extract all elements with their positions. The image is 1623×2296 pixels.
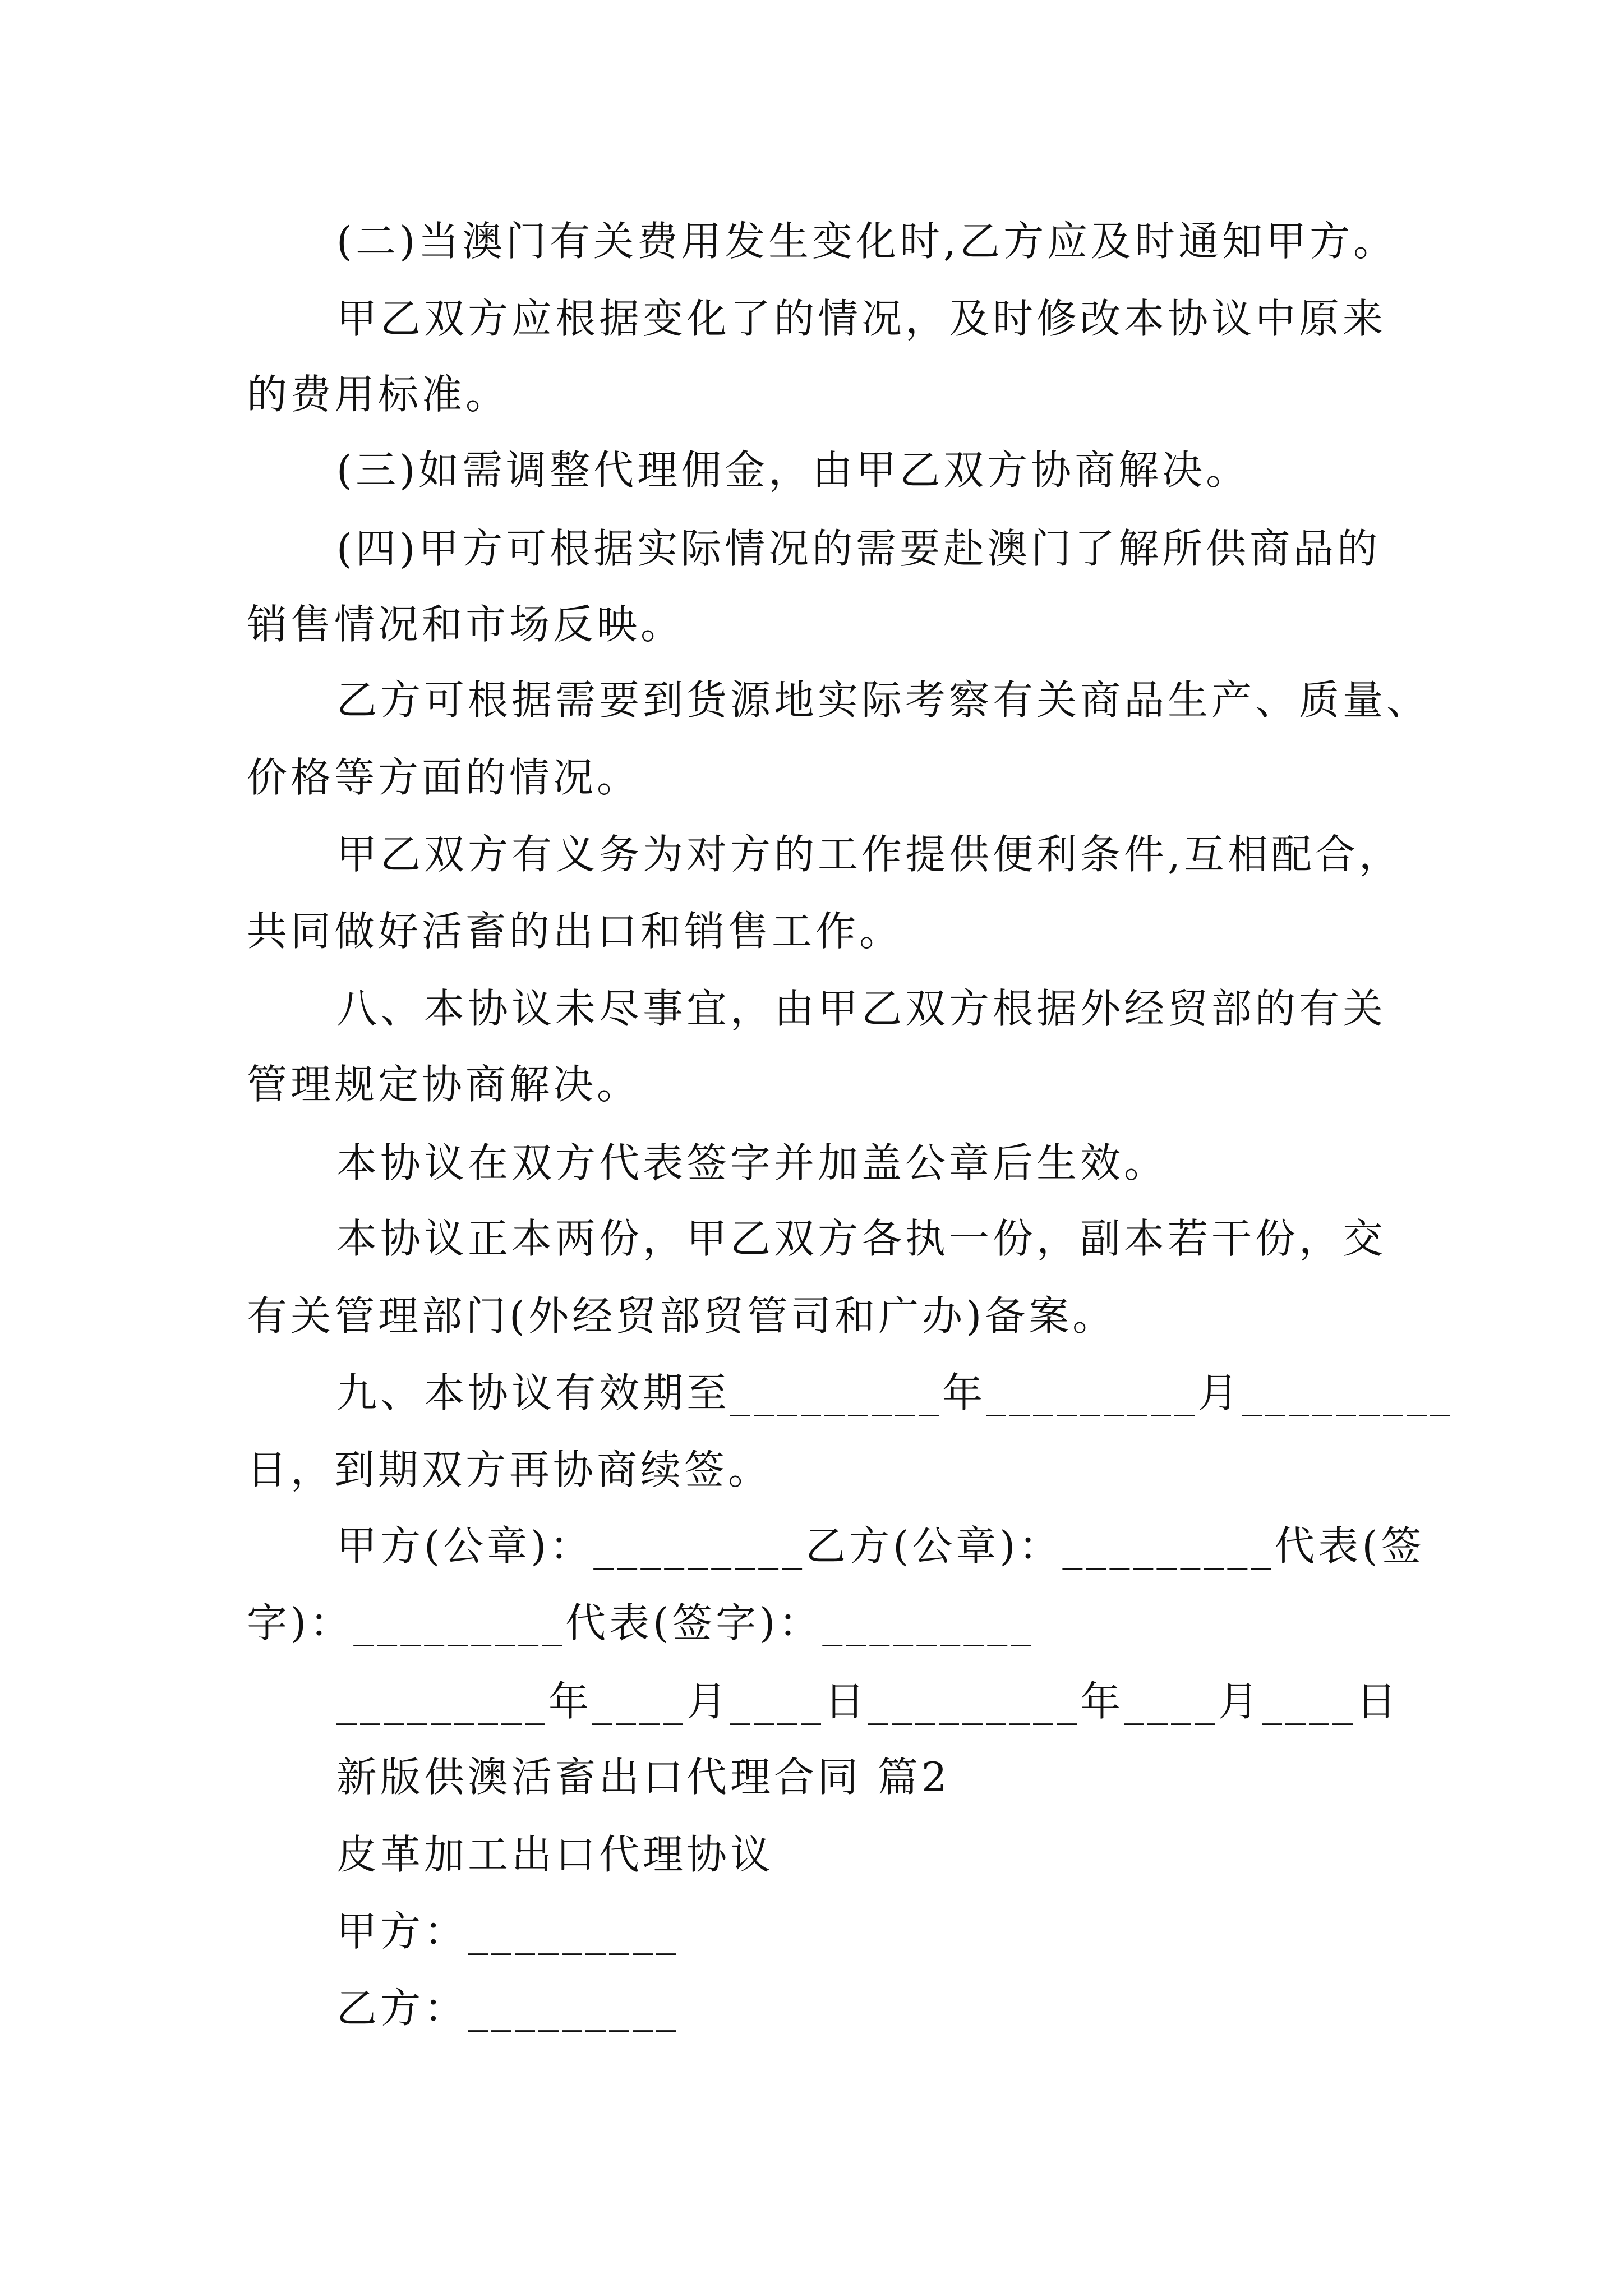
paragraph-line: 八、本协议未尽事宜，由甲乙双方根据外经贸部的有关: [336, 985, 1387, 1032]
section-heading: 新版供澳活畜出口代理合同 篇2: [336, 1754, 951, 1801]
agreement-title: 皮革加工出口代理协议: [336, 1831, 774, 1878]
paragraph-line: 甲乙双方应根据变化了的情况，及时修改本协议中原来: [336, 295, 1387, 342]
paragraph-line: 管理规定协商解决。: [247, 1061, 641, 1108]
party-a-line: 甲方：_________: [336, 1908, 680, 1955]
party-b-line: 乙方：_________: [336, 1985, 680, 2032]
paragraph-line: 本协议在双方代表签字并加盖公章后生效。: [336, 1139, 1168, 1186]
paragraph-line: 的费用标准。: [247, 371, 510, 418]
paragraph-line: 甲乙双方有义务为对方的工作提供便利条件,互相配合，: [336, 831, 1403, 878]
paragraph-line: 日，到期双方再协商续签。: [247, 1446, 772, 1493]
paragraph-line: 价格等方面的情况。: [247, 754, 641, 801]
paragraph-line: 销售情况和市场反映。: [247, 601, 685, 648]
date-line: _________年____月____日_________年____月____日: [336, 1678, 1400, 1725]
paragraph-line: 九、本协议有效期至_________年_________月_________: [336, 1369, 1454, 1416]
signature-line: 甲方(公章)：_________乙方(公章)：_________代表(签: [336, 1522, 1425, 1570]
paragraph-line: (三)如需调整代理佣金，由甲乙双方协商解决。: [336, 447, 1250, 494]
signature-line: 字)：_________代表(签字)：_________: [247, 1599, 1035, 1646]
paragraph-line: (二)当澳门有关费用发生变化时,乙方应及时通知甲方。: [336, 218, 1398, 265]
paragraph-line: (四)甲方可根据实际情况的需要赴澳门了解所供商品的: [336, 525, 1381, 572]
paragraph-line: 本协议正本两份，甲乙双方各执一份，副本若干份，交: [336, 1215, 1387, 1262]
paragraph-line: 共同做好活畜的出口和销售工作。: [247, 908, 903, 955]
paragraph-line: 乙方可根据需要到货源地实际考察有关商品生产、质量、: [336, 677, 1431, 724]
paragraph-line: 有关管理部门(外经贸部贸管司和广办)备案。: [247, 1292, 1117, 1340]
